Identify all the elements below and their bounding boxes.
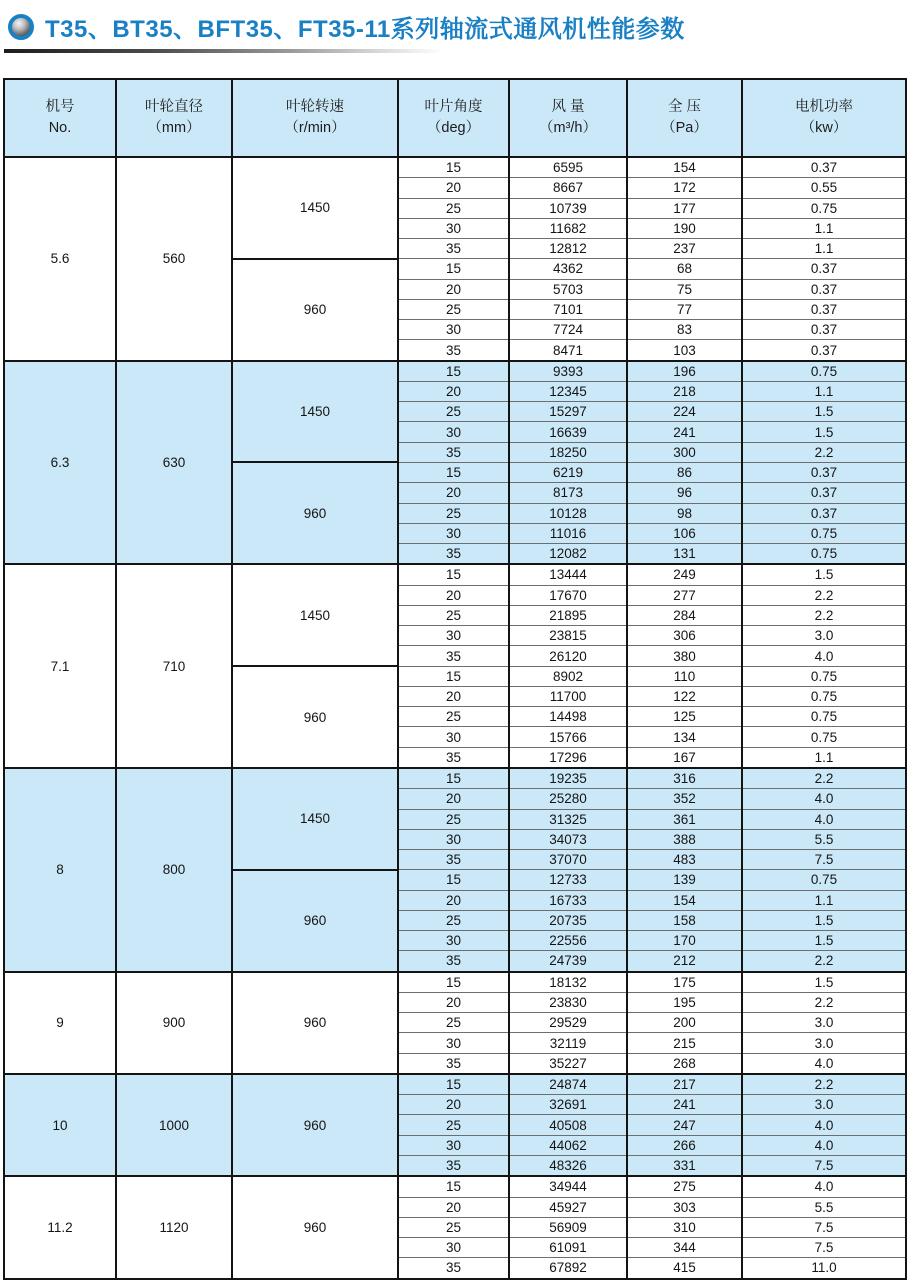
cell-power: 1.5 [742,422,906,442]
cell-angle: 25 [398,198,509,218]
cell-power: 7.5 [742,850,906,870]
cell-power: 3.0 [742,1013,906,1033]
cell-speed: 1450 [232,157,398,259]
cell-angle: 25 [398,402,509,422]
cell-angle: 35 [398,1258,509,1279]
cell-power: 2.2 [742,442,906,462]
cell-flow: 45927 [509,1197,627,1217]
cell-pressure: 266 [627,1135,742,1155]
cell-power: 7.5 [742,1156,906,1177]
cell-pressure: 483 [627,850,742,870]
cell-flow: 6595 [509,157,627,178]
fan-performance-table [3,78,907,1280]
cell-power: 7.5 [742,1217,906,1237]
bullet-icon [8,14,34,40]
cell-power: 4.0 [742,809,906,829]
cell-power: 0.75 [742,686,906,706]
cell-angle: 20 [398,1197,509,1217]
cell-pressure: 249 [627,564,742,585]
cell-model-no: 11.2 [4,1176,116,1278]
cell-pressure: 344 [627,1238,742,1258]
cell-pressure: 190 [627,218,742,238]
cell-power: 2.2 [742,1074,906,1095]
cell-pressure: 415 [627,1258,742,1279]
header-line1: 叶轮转速 [286,98,344,115]
cell-pressure: 125 [627,707,742,727]
cell-pressure: 275 [627,1176,742,1197]
cell-flow: 37070 [509,850,627,870]
cell-flow: 25280 [509,789,627,809]
table-row [4,972,906,993]
cell-angle: 30 [398,218,509,238]
cell-angle: 30 [398,727,509,747]
table-row [4,564,906,585]
cell-angle: 25 [398,1115,509,1135]
cell-angle: 35 [398,951,509,972]
cell-angle: 20 [398,381,509,401]
cell-pressure: 106 [627,523,742,543]
cell-power: 1.5 [742,564,906,585]
cell-pressure: 122 [627,686,742,706]
cell-flow: 32691 [509,1095,627,1115]
cell-power: 0.75 [742,361,906,382]
table-head [4,79,906,157]
cell-flow: 11016 [509,523,627,543]
cell-angle: 35 [398,1053,509,1074]
cell-flow: 8173 [509,483,627,503]
cell-power: 4.0 [742,1053,906,1074]
header-line1: 叶片角度 [424,98,483,115]
cell-angle: 35 [398,1156,509,1177]
cell-pressure: 284 [627,605,742,625]
header-line1: 全 压 [667,98,702,115]
cell-power: 0.37 [742,320,906,340]
cell-angle: 25 [398,605,509,625]
cell-model-no: 8 [4,768,116,972]
cell-angle: 15 [398,1176,509,1197]
cell-flow: 32119 [509,1033,627,1053]
cell-angle: 15 [398,361,509,382]
cell-angle: 25 [398,707,509,727]
cell-flow: 5703 [509,279,627,299]
cell-speed: 1450 [232,768,398,870]
cell-flow: 67892 [509,1258,627,1279]
cell-angle: 20 [398,890,509,910]
cell-angle: 30 [398,931,509,951]
cell-power: 4.0 [742,789,906,809]
cell-angle: 25 [398,503,509,523]
cell-flow: 18250 [509,442,627,462]
page-header [8,9,685,44]
cell-pressure: 110 [627,666,742,686]
header-row [4,79,906,157]
cell-power: 0.75 [742,523,906,543]
cell-speed: 960 [232,462,398,564]
table-row [4,768,906,789]
cell-pressure: 154 [627,157,742,178]
cell-angle: 20 [398,585,509,605]
cell-pressure: 170 [627,931,742,951]
cell-power: 11.0 [742,1258,906,1279]
header-blade-angle [398,79,509,157]
cell-flow: 23830 [509,992,627,1012]
cell-pressure: 300 [627,442,742,462]
cell-pressure: 131 [627,544,742,565]
cell-pressure: 196 [627,361,742,382]
cell-power: 4.0 [742,646,906,666]
cell-power: 1.1 [742,239,906,259]
cell-angle: 25 [398,1013,509,1033]
cell-flow: 10128 [509,503,627,523]
cell-diameter: 800 [116,768,232,972]
cell-speed: 960 [232,666,398,768]
cell-flow: 56909 [509,1217,627,1237]
cell-power: 1.5 [742,910,906,930]
cell-speed: 1450 [232,361,398,463]
cell-angle: 25 [398,299,509,319]
cell-angle: 15 [398,870,509,890]
cell-speed: 960 [232,259,398,361]
cell-power: 1.5 [742,972,906,993]
cell-power: 0.75 [742,198,906,218]
cell-angle: 20 [398,178,509,198]
cell-pressure: 98 [627,503,742,523]
cell-flow: 20735 [509,910,627,930]
cell-power: 4.0 [742,1115,906,1135]
cell-power: 2.2 [742,992,906,1012]
cell-speed: 960 [232,972,398,1074]
cell-angle: 30 [398,523,509,543]
cell-model-no: 9 [4,972,116,1074]
cell-flow: 48326 [509,1156,627,1177]
cell-flow: 24874 [509,1074,627,1095]
cell-power: 0.37 [742,259,906,279]
cell-power: 1.1 [742,381,906,401]
header-line2: （m³/h） [539,120,597,136]
cell-pressure: 134 [627,727,742,747]
cell-pressure: 217 [627,1074,742,1095]
cell-flow: 16733 [509,890,627,910]
cell-flow: 13444 [509,564,627,585]
cell-pressure: 316 [627,768,742,789]
cell-pressure: 224 [627,402,742,422]
page-title: T35、BT35、BFT35、FT35-11系列轴流式通风机性能参数 [45,16,685,43]
header-line2: （Pa） [661,120,708,136]
cell-power: 2.2 [742,951,906,972]
cell-flow: 8471 [509,340,627,361]
cell-angle: 15 [398,1074,509,1095]
cell-flow: 29529 [509,1013,627,1033]
cell-power: 2.2 [742,585,906,605]
cell-angle: 20 [398,992,509,1012]
cell-pressure: 175 [627,972,742,993]
cell-power: 0.37 [742,503,906,523]
cell-angle: 30 [398,1033,509,1053]
cell-angle: 15 [398,972,509,993]
cell-power: 4.0 [742,1176,906,1197]
cell-angle: 15 [398,259,509,279]
cell-pressure: 215 [627,1033,742,1053]
header-impeller-diameter [116,79,232,157]
cell-speed: 960 [232,1176,398,1278]
cell-power: 0.75 [742,870,906,890]
cell-pressure: 268 [627,1053,742,1074]
cell-flow: 44062 [509,1135,627,1155]
cell-diameter: 630 [116,361,232,565]
header-air-volume [509,79,627,157]
cell-pressure: 96 [627,483,742,503]
cell-power: 1.5 [742,402,906,422]
cell-angle: 35 [398,646,509,666]
cell-flow: 12345 [509,381,627,401]
cell-power: 1.1 [742,747,906,768]
cell-power: 0.37 [742,462,906,482]
cell-power: 4.0 [742,1135,906,1155]
cell-angle: 35 [398,239,509,259]
cell-pressure: 167 [627,747,742,768]
cell-pressure: 212 [627,951,742,972]
cell-flow: 11682 [509,218,627,238]
header-line1: 风 量 [551,98,585,115]
cell-pressure: 241 [627,422,742,442]
cell-flow: 61091 [509,1238,627,1258]
cell-flow: 17670 [509,585,627,605]
table-row [4,157,906,178]
cell-flow: 8902 [509,666,627,686]
cell-pressure: 172 [627,178,742,198]
cell-angle: 35 [398,850,509,870]
cell-power: 1.1 [742,218,906,238]
table-body [4,157,906,1279]
cell-power: 1.1 [742,890,906,910]
cell-flow: 18132 [509,972,627,993]
table-row [4,1176,906,1197]
cell-power: 0.37 [742,279,906,299]
cell-flow: 11700 [509,686,627,706]
cell-pressure: 388 [627,829,742,849]
cell-angle: 20 [398,1095,509,1115]
cell-flow: 6219 [509,462,627,482]
cell-diameter: 710 [116,564,232,768]
cell-pressure: 380 [627,646,742,666]
cell-flow: 14498 [509,707,627,727]
cell-pressure: 306 [627,626,742,646]
cell-power: 1.5 [742,931,906,951]
cell-power: 0.75 [742,544,906,565]
cell-model-no: 10 [4,1074,116,1176]
cell-pressure: 237 [627,239,742,259]
cell-flow: 21895 [509,605,627,625]
cell-angle: 20 [398,483,509,503]
cell-angle: 30 [398,829,509,849]
cell-flow: 34073 [509,829,627,849]
header-model-no [4,79,116,157]
cell-pressure: 83 [627,320,742,340]
cell-angle: 15 [398,462,509,482]
table-row [4,1074,906,1095]
cell-angle: 35 [398,340,509,361]
cell-angle: 15 [398,768,509,789]
cell-angle: 15 [398,666,509,686]
header-total-pressure [627,79,742,157]
cell-angle: 20 [398,789,509,809]
cell-pressure: 200 [627,1013,742,1033]
cell-pressure: 218 [627,381,742,401]
cell-flow: 24739 [509,951,627,972]
cell-power: 0.75 [742,707,906,727]
cell-flow: 7101 [509,299,627,319]
cell-model-no: 5.6 [4,157,116,361]
cell-flow: 12733 [509,870,627,890]
cell-pressure: 352 [627,789,742,809]
cell-angle: 35 [398,442,509,462]
cell-angle: 20 [398,279,509,299]
header-line2: （mm） [147,120,201,136]
cell-power: 2.2 [742,605,906,625]
cell-power: 0.75 [742,666,906,686]
cell-flow: 16639 [509,422,627,442]
cell-power: 5.5 [742,1197,906,1217]
cell-pressure: 68 [627,259,742,279]
cell-angle: 15 [398,564,509,585]
cell-flow: 8667 [509,178,627,198]
cell-flow: 10739 [509,198,627,218]
header-line1: 电机功率 [795,98,853,115]
cell-pressure: 241 [627,1095,742,1115]
header-line1: 机号 [45,98,75,115]
cell-flow: 40508 [509,1115,627,1135]
cell-power: 0.37 [742,157,906,178]
cell-angle: 30 [398,1135,509,1155]
cell-power: 0.75 [742,727,906,747]
cell-diameter: 560 [116,157,232,361]
cell-speed: 1450 [232,564,398,666]
cell-flow: 12812 [509,239,627,259]
cell-power: 2.2 [742,768,906,789]
cell-flow: 15297 [509,402,627,422]
cell-power: 0.55 [742,178,906,198]
cell-pressure: 154 [627,890,742,910]
cell-power: 7.5 [742,1238,906,1258]
cell-angle: 15 [398,157,509,178]
cell-pressure: 177 [627,198,742,218]
cell-pressure: 139 [627,870,742,890]
cell-angle: 30 [398,626,509,646]
cell-flow: 12082 [509,544,627,565]
cell-model-no: 6.3 [4,361,116,565]
table-row [4,361,906,382]
cell-angle: 30 [398,422,509,442]
cell-power: 0.37 [742,299,906,319]
cell-angle: 30 [398,320,509,340]
cell-diameter: 1120 [116,1176,232,1278]
cell-diameter: 1000 [116,1074,232,1176]
cell-pressure: 331 [627,1156,742,1177]
cell-power: 5.5 [742,829,906,849]
cell-flow: 26120 [509,646,627,666]
cell-power: 0.37 [742,483,906,503]
header-line2: （r/min） [284,120,346,136]
title-underline-rule [4,49,444,53]
cell-pressure: 77 [627,299,742,319]
cell-angle: 25 [398,1217,509,1237]
cell-pressure: 158 [627,910,742,930]
cell-diameter: 900 [116,972,232,1074]
header-line1: 叶轮直径 [145,98,203,115]
header-line2: No. [48,120,72,136]
cell-angle: 25 [398,910,509,930]
cell-flow: 15766 [509,727,627,747]
cell-flow: 17296 [509,747,627,768]
cell-flow: 31325 [509,809,627,829]
header-line2: （deg） [426,120,481,136]
cell-pressure: 247 [627,1115,742,1135]
cell-flow: 35227 [509,1053,627,1074]
cell-power: 3.0 [742,1033,906,1053]
cell-flow: 19235 [509,768,627,789]
cell-model-no: 7.1 [4,564,116,768]
cell-flow: 22556 [509,931,627,951]
cell-pressure: 86 [627,462,742,482]
header-motor-power [742,79,906,157]
cell-pressure: 103 [627,340,742,361]
header-impeller-speed [232,79,398,157]
cell-flow: 7724 [509,320,627,340]
cell-angle: 25 [398,809,509,829]
cell-angle: 35 [398,544,509,565]
cell-angle: 35 [398,747,509,768]
cell-pressure: 310 [627,1217,742,1237]
cell-flow: 9393 [509,361,627,382]
cell-power: 3.0 [742,1095,906,1115]
cell-pressure: 277 [627,585,742,605]
cell-pressure: 303 [627,1197,742,1217]
cell-flow: 23815 [509,626,627,646]
cell-pressure: 361 [627,809,742,829]
cell-speed: 960 [232,1074,398,1176]
cell-power: 3.0 [742,626,906,646]
cell-pressure: 195 [627,992,742,1012]
cell-angle: 20 [398,686,509,706]
cell-flow: 34944 [509,1176,627,1197]
cell-angle: 30 [398,1238,509,1258]
cell-power: 0.37 [742,340,906,361]
cell-speed: 960 [232,870,398,972]
cell-pressure: 75 [627,279,742,299]
header-line2: （kw） [800,120,848,136]
cell-flow: 4362 [509,259,627,279]
